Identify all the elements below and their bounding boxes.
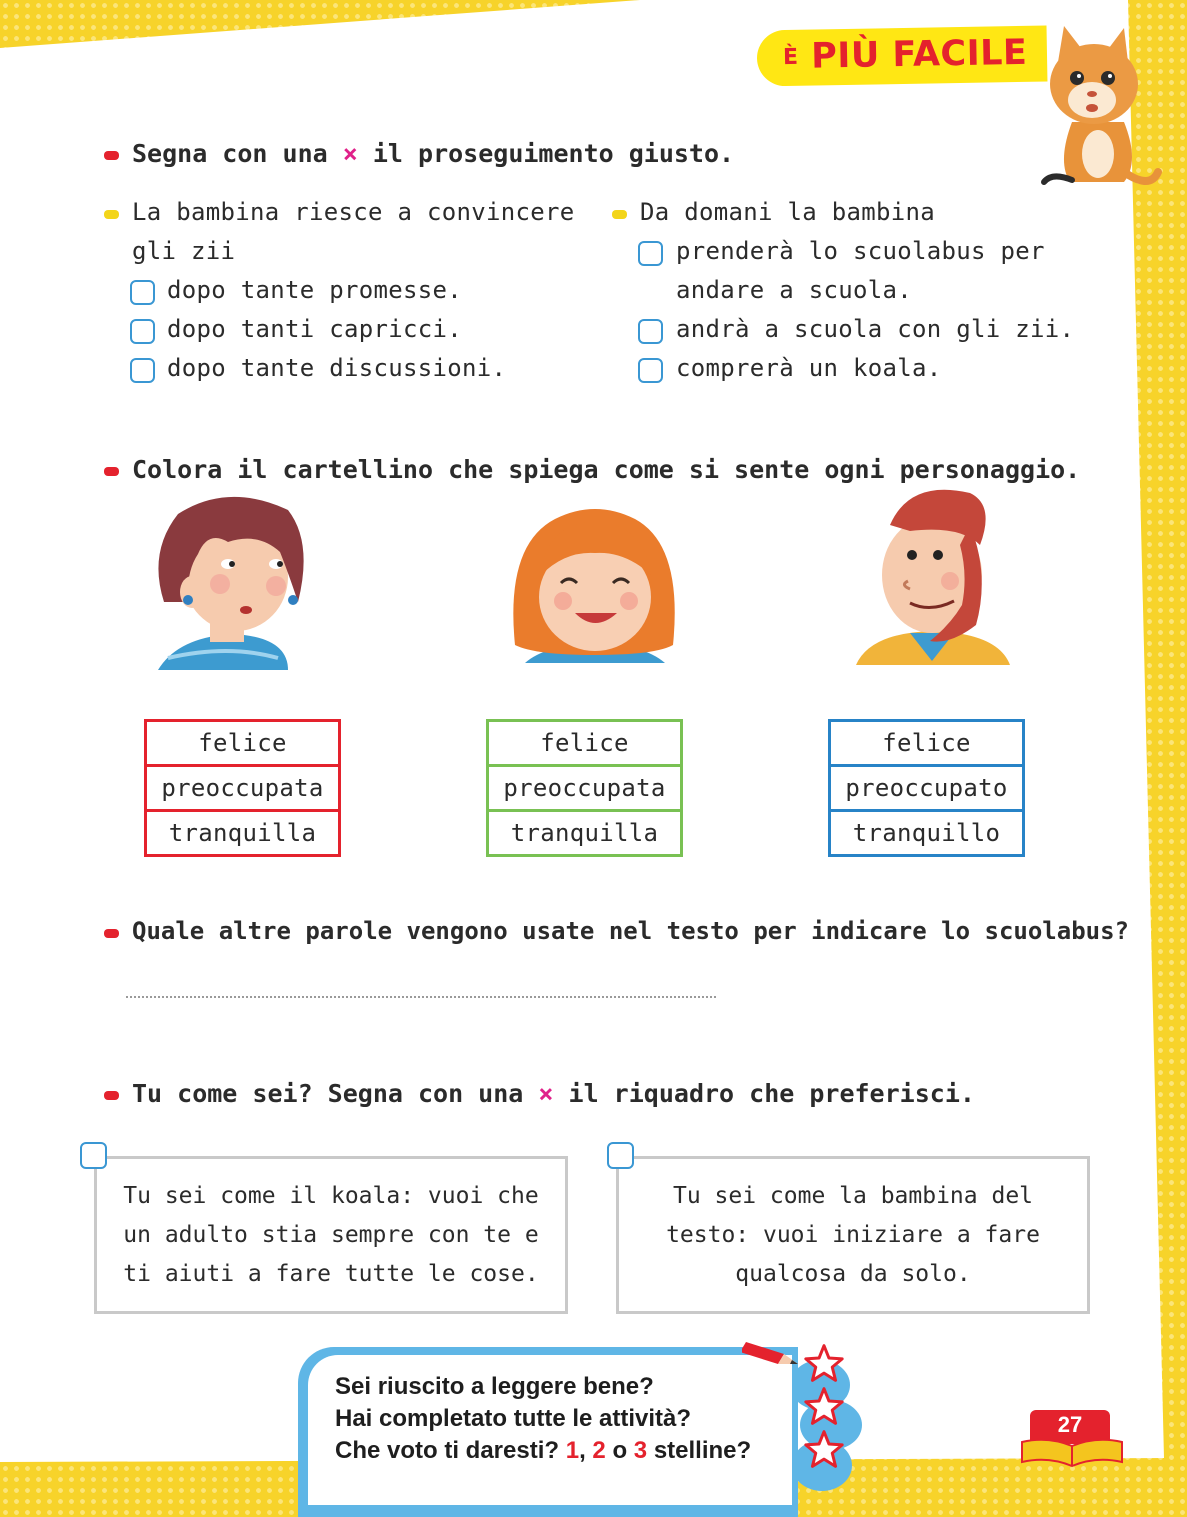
label-preoccupata[interactable]: preoccupata: [486, 767, 683, 812]
exercise4-question: [132, 1079, 975, 1108]
choice-box-girl: [616, 1156, 1090, 1314]
review-number-2: 2: [592, 1437, 606, 1464]
left-prompt-line1: La bambina riesce a convincere: [132, 198, 575, 226]
review-line3: [335, 1437, 751, 1465]
left-option-1: dopo tante promesse.: [167, 276, 462, 304]
review-line1: Sei riuscito a leggere bene?: [335, 1373, 654, 1400]
cat-illustration: [1032, 22, 1162, 192]
badge-title: [783, 33, 1028, 77]
label-felice[interactable]: felice: [144, 719, 341, 767]
question-bullet: [104, 467, 119, 476]
badge-prefix: È: [782, 44, 799, 71]
feelings-table-woman: [144, 719, 341, 857]
right-option-2: andrà a scuola con gli zii.: [676, 315, 1075, 343]
label-preoccupato[interactable]: preoccupato: [828, 767, 1025, 812]
subquestion-bullet: [612, 210, 627, 219]
checkbox[interactable]: [130, 280, 155, 305]
question-bullet: [104, 929, 119, 938]
exercise1-question: [132, 139, 734, 168]
exercise1-question-text: Segna con una: [132, 139, 328, 168]
star-icon[interactable]: [804, 1430, 844, 1468]
choice1-line3: ti aiuti a fare tutte le cose.: [123, 1261, 539, 1287]
label-tranquilla[interactable]: tranquilla: [486, 812, 683, 857]
x-mark: ×: [342, 139, 358, 168]
exercise3-question: Quale altre parole vengono usate nel testo per indicare lo scuolabus?: [132, 917, 1129, 945]
choice2-line2: testo: vuoi iniziare a fare: [666, 1222, 1040, 1248]
right-option-3: comprerà un koala.: [676, 354, 942, 382]
book-icon: [1020, 1438, 1124, 1468]
exercise2-question: Colora il cartellino che spiega come si sente ogni personaggio.: [132, 455, 1081, 484]
exercise4-question-text: Tu come sei? Segna con una: [132, 1079, 524, 1108]
subquestion-bullet: [104, 210, 119, 219]
checkbox[interactable]: [130, 319, 155, 344]
left-option-2: dopo tanti capricci.: [167, 315, 462, 343]
left-option-3: dopo tante discussioni.: [167, 354, 507, 382]
review-number-1: 1: [565, 1437, 580, 1464]
exercise4-question-text-end: il riquadro che preferisci.: [568, 1079, 975, 1108]
left-prompt-line2: gli zii: [132, 237, 236, 265]
question-bullet: [104, 151, 119, 160]
right-option-1-line1: prenderà lo scuolabus per: [676, 237, 1045, 265]
choice1-line1: Tu sei come il koala: vuoi che: [123, 1183, 539, 1209]
label-felice[interactable]: felice: [828, 719, 1025, 767]
review-comma: ,: [579, 1437, 586, 1464]
question-bullet: [104, 1091, 119, 1100]
right-option-1-line2: andare a scuola.: [676, 276, 912, 304]
label-tranquillo[interactable]: tranquillo: [828, 812, 1025, 857]
checkbox[interactable]: [638, 358, 663, 383]
badge-label: PIÙ FACILE: [810, 32, 1028, 77]
review-or: o: [612, 1437, 628, 1464]
label-felice[interactable]: felice: [486, 719, 683, 767]
checkbox[interactable]: [638, 241, 663, 266]
star-icon[interactable]: [804, 1344, 844, 1382]
woman-face-illustration: [148, 492, 318, 672]
choice1-line2: un adulto stia sempre con te e: [123, 1222, 539, 1248]
pencil-icon: [742, 1330, 802, 1370]
exercise1-question-text-end: il proseguimento giusto.: [372, 139, 735, 168]
right-prompt: Da domani la bambina: [640, 198, 935, 226]
review-line2: Hai completato tutte le attività?: [335, 1405, 692, 1432]
choice2-line3: qualcosa da solo.: [735, 1261, 971, 1287]
checkbox[interactable]: [130, 358, 155, 383]
label-preoccupata[interactable]: preoccupata: [144, 767, 341, 812]
choice2-checkbox[interactable]: [607, 1142, 634, 1169]
feelings-table-man: [828, 719, 1025, 857]
girl-face-illustration: [505, 505, 685, 665]
answer-line[interactable]: [126, 996, 716, 998]
review-number-3: 3: [633, 1437, 648, 1464]
star-icon[interactable]: [804, 1387, 844, 1425]
feelings-table-girl: [486, 719, 683, 857]
checkbox[interactable]: [638, 319, 663, 344]
page-number: 27: [1030, 1410, 1110, 1444]
label-tranquilla[interactable]: tranquilla: [144, 812, 341, 857]
choice-box-koala: [94, 1156, 568, 1314]
choice1-checkbox[interactable]: [80, 1142, 107, 1169]
choice2-line1: Tu sei come la bambina del: [672, 1183, 1034, 1209]
review-line3-end: stelline?: [653, 1437, 752, 1464]
man-face-illustration: [850, 485, 1015, 670]
review-line3-text: Che voto ti daresti?: [335, 1437, 560, 1464]
difficulty-badge: [757, 25, 1048, 86]
x-mark: ×: [538, 1079, 554, 1108]
